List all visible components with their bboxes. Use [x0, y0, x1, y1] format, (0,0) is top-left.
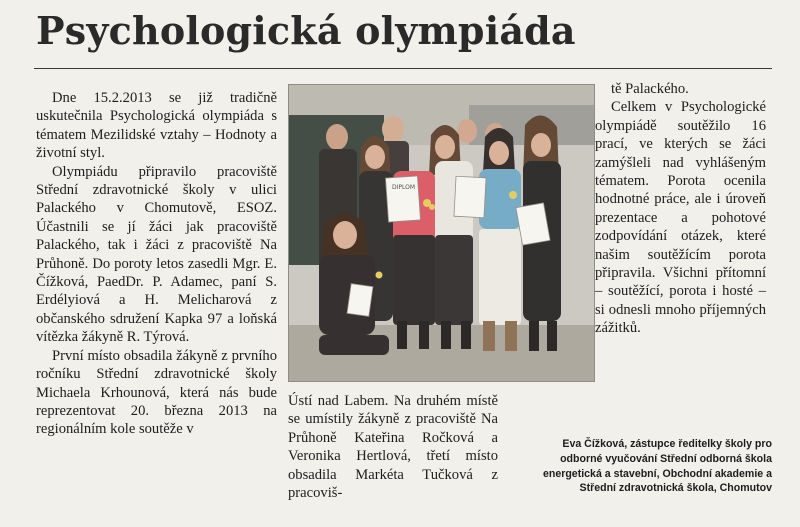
group-photo [288, 84, 595, 382]
author-signature: Eva Čížková, zástupce ředitelky školy pro odborné vyučování Střední odborná škola energetická a stavební, Obchodní akademie a Střední zdravotnická škola, Chomutov [542, 438, 772, 495]
paragraph-first-place: První místo obsadila žákyně z prvního ročníku Střední zdravotnické školy Michaela Krhounová, která nás bude reprezentovat 20. března 2013 na regionálním kole soutěže v [36, 347, 277, 438]
article-column-1 [36, 89, 277, 439]
paragraph-summary: Celkem v Psychologické olympiádě soutěžilo 16 prací, ve kterých se žáci zamýšleli nad vyhlášeným tématem. Porota ocenila hodnotné práce, ale i úroveň prezentace a pohotové zodpovídání otázek, které našim soutěžícím porota připravila. Všichni přítomní – soutěžící, porota i hosté – si odnesli mnoho příjemných zážitků. [595, 99, 766, 337]
headline-divider [34, 68, 772, 69]
article-column-3 [595, 80, 766, 338]
paragraph-organizers: Olympiádu připravilo pracoviště Střední zdravotnické školy v ulici Palackého v Chomutově, ESOZ. Účastnili se jí žáci jak pracoviště Palackého, tak i žáci z pracoviště Na Průhoně. Do poroty letos zasedli Mgr. E. Čížková, PaedDr. P. Adamec, paní S. Erdélyiová a H. Melicharová z občanského sdružení Kapka 97 a loňská vítězka žákyně R. Týrová. [36, 163, 277, 346]
article-headline: Psychologická olympiáda [36, 8, 576, 53]
diploma-label: DIPLOM [392, 184, 416, 191]
paragraph-continuation: tě Palackého. [611, 81, 689, 97]
paragraph-second-third-place: Ústí nad Labem. Na druhém místě se umístily žákyně z pracoviště Na Průhoně Kateřina Ročková a Veronika Hertlová, třetí místo obsadila Markéta Tučková z pracoviš- [288, 393, 498, 502]
paragraph-intro: Dne 15.2.2013 se již tradičně uskutečnila Psychologická olympiáda s tématem Mezilidské vztahy – Hodnoty a životní styl. [36, 90, 277, 162]
article-column-2 [288, 392, 498, 502]
group-photo-image [289, 85, 594, 381]
